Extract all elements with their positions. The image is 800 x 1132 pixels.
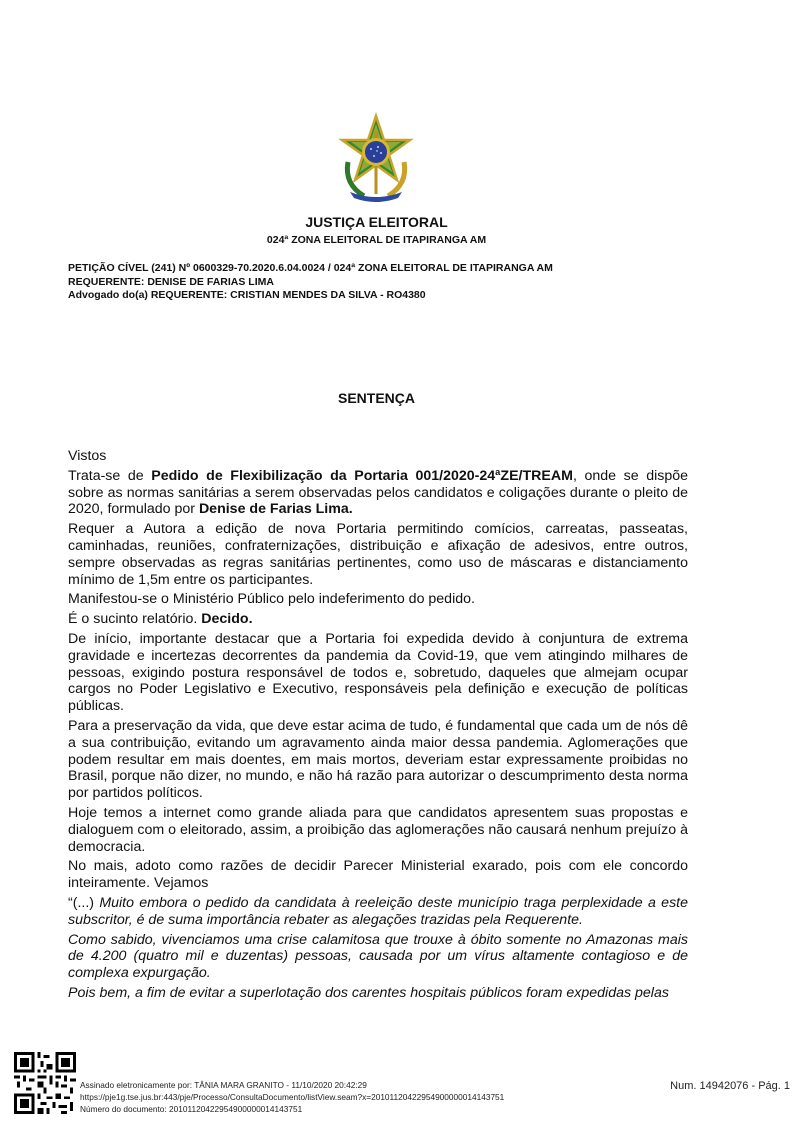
lawyer: Advogado do(a) REQUERENTE: CRISTIAN MENDES DA SILVA - RO4380 (68, 289, 426, 301)
signature-info (80, 1079, 504, 1116)
paragraph: Manifestou-se o Ministério Público pelo indeferimento do pedido. (68, 591, 475, 608)
quote-paragraph: Pois bem, a fim de evitar a superlotação dos carentes hospitais públicos foram expedidas pelas (68, 984, 669, 1001)
paragraph: No mais, adoto como razões de decidir Parecer Ministerial exarado, pois com ele concordo inteiramente. Vejamos (68, 858, 688, 892)
paragraph: Vistos (68, 448, 107, 464)
coat-of-arms-icon (336, 112, 416, 202)
paragraph: De início, importante destacar que a Portaria foi expedida devido à conjuntura de extrema gravidade e incertezas decorrentes da pandemia da Covid-19, que vem atingindo milhares de pessoas, exigindo postura responsável de todos e, sobretudo, daqueles que almejam ocupar cargos no Poder Legislativo e Executivo, responsáveis pela definição e execução de políticas públicas. (68, 630, 688, 715)
case-number: PETIÇÃO CÍVEL (241) Nº 0600329-70.2020.6.04.0024 / 024ª ZONA ELEITORAL DE ITAPIRANGA AM (68, 262, 553, 274)
paragraph: Requer a Autora a edição de nova Portaria permitindo comícios, carreatas, passeatas, caminhadas, reuniões, confraternizações, distribuição e afixação de adesivos, entre outros, sempre observadas as regras sanitárias pertinentes, como uso de máscaras e distanciamento mínimo de 1,5m entre os participantes. (68, 521, 688, 588)
page-reference: Num. 14942076 - Pág. 1 (670, 1080, 790, 1092)
signature-footer (0, 1050, 800, 1132)
document-number: Número do documento: 20101120422954900000014143751 (80, 1104, 303, 1115)
paragraph: Trata-se de Pedido de Flexibilização da Portaria 001/2020-24ªZE/TREAM, onde se dispõe sobre as normas sanitárias a serem observadas pelos candidatos e coligações durante o pleito de 2020, formulado por Denise de Farias Lima. (68, 467, 688, 518)
case-info (68, 262, 553, 303)
paragraph: Hoje temos a internet como grande aliada para que candidatos apresentem suas propostas e dialoguem com o eleitorado, assim, a proibição das aglomerações não causará nenhum prejuízo à democracia. (68, 804, 688, 855)
document-title: SENTENÇA (337, 390, 415, 406)
court-name: JUSTIÇA ELEITORAL (305, 214, 448, 230)
paragraph: Para a preservação da vida, que deve estar acima de tudo, é fundamental que cada um de nós dê a sua contribuição, evitando um agravamento ainda maior dessa pandemia. Aglomerações que podem resultar em mais doentes, em mais mortos, deveriam estar expressamente proibidas no Brasil, porque não dizer, no mundo, e não há razão para autorizar o descumprimento desta norma por partidos políticos. (68, 717, 688, 802)
quote-paragraph: Como sabido, vivenciamos uma crise calamitosa que trouxe à óbito somente no Amazonas mais de 4.200 (quatro mil e duzentas) pessoas, causada por um vírus altamente contagioso e de complexa expurgação. (68, 931, 688, 982)
plaintiff: REQUERENTE: DENISE DE FARIAS LIMA (68, 275, 274, 288)
verification-url[interactable]: https://pje1g.tse.jus.br:443/pje/Processo/ConsultaDocumento/listView.seam?x=20101120422954900000014143751 (80, 1092, 505, 1103)
paragraph: É o sucinto relatório. Decido. (68, 611, 253, 628)
document-body (68, 448, 688, 1005)
electoral-zone: 024ª ZONA ELEITORAL DE ITAPIRANGA AM (266, 234, 487, 246)
quote-paragraph: “(...) Muito embora o pedido da candidata à reeleição deste município traga perplexidade a este subscritor, é de suma importância rebater as alegações trazidas pela Requerente. (68, 894, 688, 928)
qr-code-icon (14, 1052, 76, 1114)
signed-by: Assinado eletronicamente por: TÂNIA MARA GRANITO - 11/10/2020 20:42:29 (80, 1080, 367, 1090)
